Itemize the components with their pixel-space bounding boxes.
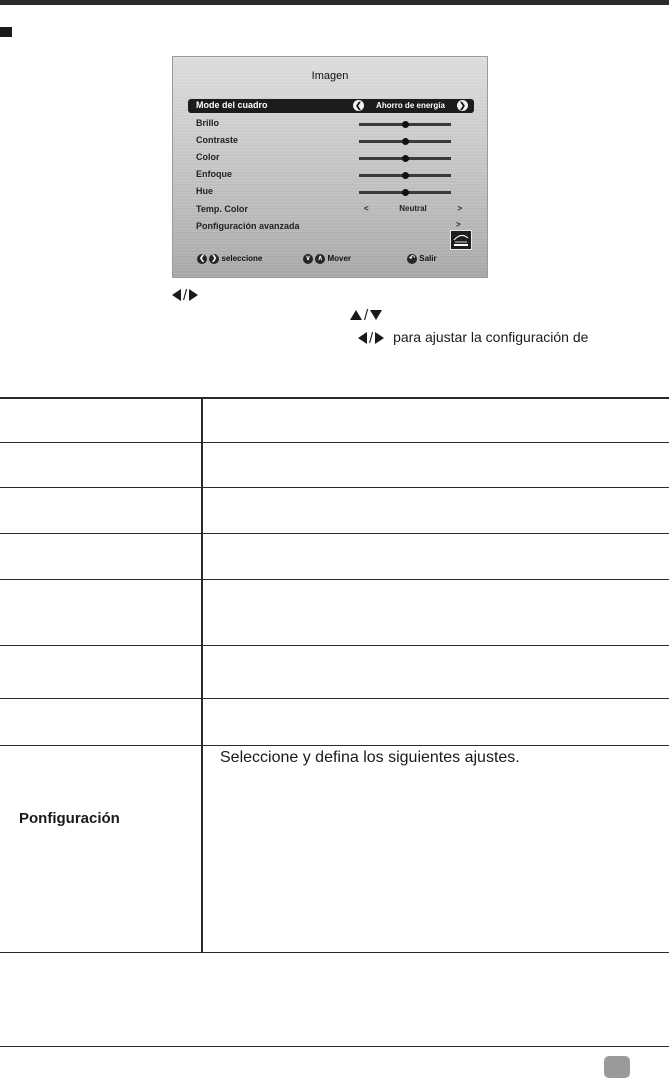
chevron-down-icon: ∨ xyxy=(303,254,313,264)
menu-item-label: Enfoque xyxy=(196,169,232,179)
menu-item-label: Hue xyxy=(196,186,214,196)
menu-item-brightness[interactable] xyxy=(188,117,474,131)
picture-mode-value: Ahorro de energía xyxy=(376,101,445,110)
table-rule xyxy=(0,397,669,399)
menu-footer xyxy=(173,254,487,268)
table-rule xyxy=(0,487,669,488)
table-rule xyxy=(0,745,669,746)
table-column-divider xyxy=(201,397,203,953)
menu-item-label: Ponfiguración avanzada xyxy=(196,221,300,231)
footer-move-hint xyxy=(303,254,351,264)
footer-move-label: Mover xyxy=(327,254,352,264)
menu-item-contrast[interactable] xyxy=(188,134,474,148)
table-rule xyxy=(0,579,669,580)
menu-item-label: Contraste xyxy=(196,135,239,145)
section-marker xyxy=(0,27,12,37)
color-slider[interactable] xyxy=(359,157,451,160)
slider-knob[interactable] xyxy=(402,189,409,196)
footer-exit-hint xyxy=(407,254,437,264)
instruction-line-3 xyxy=(358,329,588,347)
up-arrow-icon xyxy=(350,310,362,320)
down-arrow-icon xyxy=(370,310,382,320)
slash-glyph: / xyxy=(364,306,369,324)
chevron-up-icon: ∧ xyxy=(315,254,325,264)
menu-item-label: Brillo xyxy=(196,118,220,128)
sharpness-slider[interactable] xyxy=(359,174,451,177)
table-cell-description: Seleccione y defina los siguientes ajustes. xyxy=(220,749,520,766)
left-arrow-icon xyxy=(358,332,367,344)
footer-exit-label: Salir xyxy=(419,254,437,264)
menu-item-advanced-settings[interactable] xyxy=(188,220,474,234)
menu-item-color[interactable] xyxy=(188,151,474,165)
energy-star-logo xyxy=(450,230,472,250)
chevron-left-icon[interactable]: ❮ xyxy=(353,100,364,111)
instruction-line-2 xyxy=(350,306,382,324)
table-rule xyxy=(0,533,669,534)
top-rule xyxy=(0,0,669,5)
chevron-left-icon[interactable]: < xyxy=(364,204,369,213)
settings-table xyxy=(0,397,669,953)
right-arrow-icon xyxy=(189,289,198,301)
menu-item-sharpness[interactable] xyxy=(188,168,474,182)
menu-item-label: Temp. Color xyxy=(196,204,248,214)
right-arrow-icon xyxy=(375,332,384,344)
brightness-slider[interactable] xyxy=(359,123,451,126)
slider-knob[interactable] xyxy=(402,155,409,162)
table-rule xyxy=(0,952,669,953)
chevron-right-icon[interactable]: > xyxy=(457,204,462,213)
contrast-slider[interactable] xyxy=(359,140,451,143)
page-number-badge xyxy=(604,1056,630,1078)
table-rule xyxy=(0,645,669,646)
instruction-text: para ajustar la configuración de xyxy=(393,329,589,345)
slider-knob[interactable] xyxy=(402,138,409,145)
footer-select-hint xyxy=(197,254,262,264)
menu-item-color-temp[interactable] xyxy=(188,203,474,217)
table-rule xyxy=(0,698,669,699)
menu-item-picture-mode[interactable] xyxy=(188,99,474,113)
slider-knob[interactable] xyxy=(402,121,409,128)
bottom-rule xyxy=(0,1046,669,1047)
exit-icon: ↶ xyxy=(407,254,417,264)
picture-menu-screenshot xyxy=(172,56,488,278)
instruction-line-1 xyxy=(172,286,198,304)
footer-select-label: seleccione xyxy=(221,254,263,264)
menu-title: Imagen xyxy=(311,70,349,82)
picture-mode-selector[interactable] xyxy=(353,100,468,112)
chevron-right-icon[interactable]: ❯ xyxy=(457,100,468,111)
slash-glyph: / xyxy=(369,329,374,347)
left-arrow-icon xyxy=(172,289,181,301)
table-rule xyxy=(0,442,669,443)
slider-knob[interactable] xyxy=(402,172,409,179)
chevron-right-icon: ❯ xyxy=(209,254,219,264)
hue-slider[interactable] xyxy=(359,191,451,194)
color-temp-value: Neutral xyxy=(399,204,427,213)
table-cell-label: Ponfiguración xyxy=(19,810,120,827)
menu-item-hue[interactable] xyxy=(188,185,474,199)
slash-glyph: / xyxy=(183,286,188,304)
chevron-left-icon: ❮ xyxy=(197,254,207,264)
menu-item-label: Color xyxy=(196,152,220,162)
chevron-right-icon[interactable]: > xyxy=(456,220,461,229)
menu-item-label: Mode del cuadro xyxy=(196,100,268,110)
